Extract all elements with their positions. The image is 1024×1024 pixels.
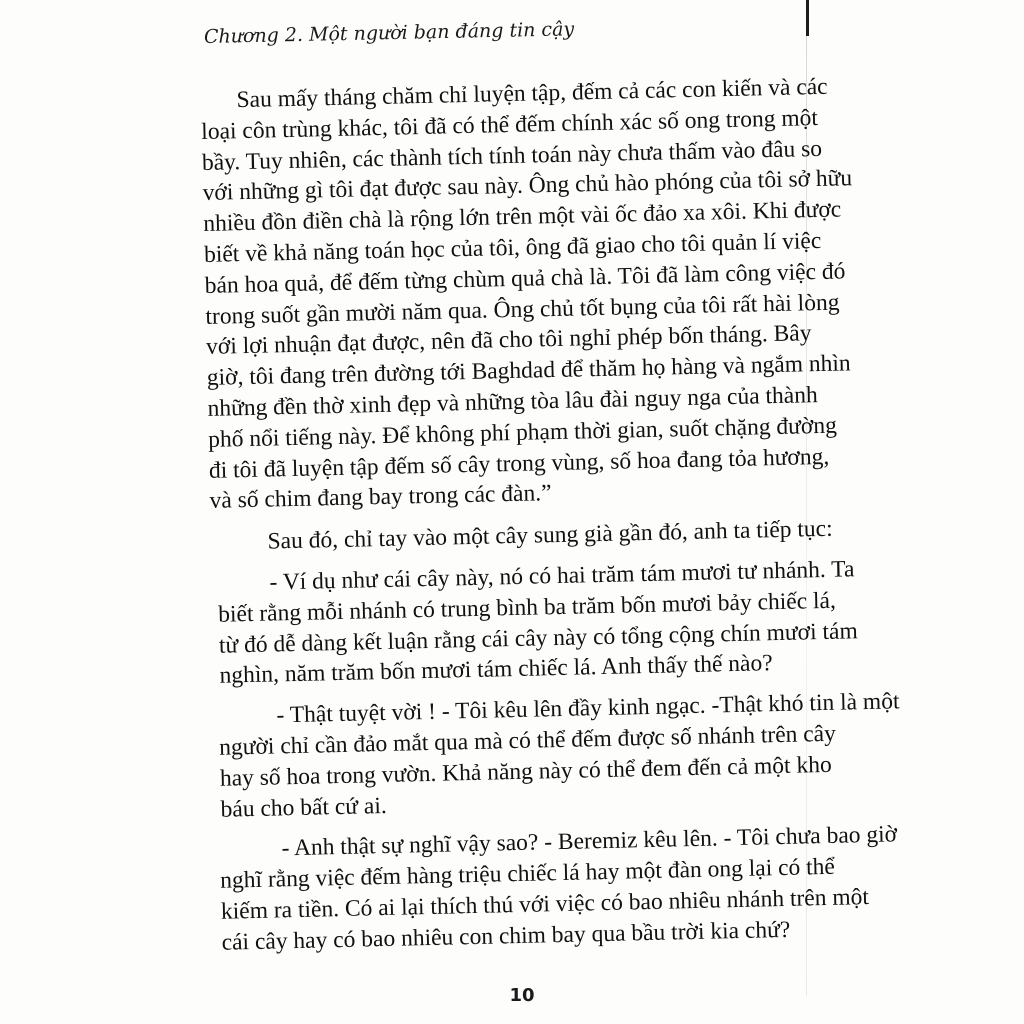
text-line: phố nổi tiếng này. Để không phí phạm thời gian, suốt chặng đường [207, 412, 838, 453]
page-number: 10 [509, 985, 535, 1006]
text-line: Sau đó, chỉ tay vào một cây sung già gần đó, anh ta tiếp tục: [267, 515, 833, 555]
text-line: và số chim đang bay trong các đàn.” [209, 480, 552, 515]
text-line: Sau mấy tháng chăm chỉ luyện tập, đếm cả các con kiến và các [236, 73, 828, 114]
text-line: - Anh thật sự nghĩ vậy sao? - Beremiz kêu lên. - Tôi chưa bao giờ [281, 821, 898, 862]
text-line: biết về khả năng toán học của tôi, ông đã giao cho tôi quản lí việc [203, 227, 822, 268]
text-line: kiếm ra tiền. Có ai lại thích thú với việc có bao nhiêu nhánh trên một [220, 883, 870, 925]
chapter-header: Chương 2. Một người bạn đáng tin cậy [203, 18, 575, 48]
paragraph-1 [200, 72, 853, 517]
text-line: những đền thờ xinh đẹp và những tòa lâu đài nguy nga của thành [207, 382, 818, 422]
text-line: nghĩ rằng việc đếm hàng triệu chiếc lá hay một đàn ong lại có thể [219, 853, 836, 894]
text-line: loại côn trùng khác, tôi đã có thể đếm chính xác số ong trong một [200, 104, 819, 145]
text-line: bầy. Tuy nhiên, các thành tích tính toán này chưa thấm vào đâu so [201, 135, 823, 176]
text-line: - Thật tuyệt vời ! - Tôi kêu lên đầy kinh ngạc. -Thật khó tin là một [276, 688, 900, 729]
text-line: báu cho bất cứ ai. [220, 792, 387, 823]
body-text [200, 62, 900, 958]
text-line: đi tôi đã luyện tập đếm số cây trong vùng, số hoa đang tỏa hương, [208, 443, 830, 484]
text-line: nhiều đồn điền chà là rộng lớn trên một vài ốc đảo xa xôi. Khi được [203, 196, 842, 238]
text-line: - Ví dụ như cái cây này, nó có hai trăm tám mươi tư nhánh. Ta [269, 556, 855, 596]
text-line: nghìn, năm trăm bốn mươi tám chiếc lá. Anh thấy thế nào? [219, 650, 773, 690]
text-line: biết rằng mỗi nhánh có trung bình ba trăm bốn mươi bảy chiếc lá, [217, 587, 837, 628]
text-line: giờ, tôi đang trên đường tới Baghdad để thăm họ hàng và ngắm nhìn [206, 350, 851, 392]
text-line: từ đó dễ dàng kết luận rằng cái cây này có tổng cộng chín mươi tám [218, 617, 858, 659]
paragraph-4 [214, 688, 900, 825]
text-line: hay số hoa trong vườn. Khả năng này có thể đem đến cả một kho [219, 751, 832, 792]
text-line: với những gì tôi đạt được sau này. Ông chủ hào phóng của tôi sở hữu [202, 165, 853, 207]
text-line: trong suốt gần mười năm qua. Ông chủ tốt bụng của tôi rất hài lòng [205, 289, 840, 330]
paragraph-5 [217, 821, 898, 958]
paragraph-3 [211, 555, 858, 692]
page-edge-shadow [806, 0, 809, 36]
text-line: người chỉ cần đảo mắt qua mà có thể đếm được số nhánh trên cây [218, 720, 837, 761]
text-line: cái cây hay có bao nhiêu con chim bay qua bầu trời kia chứ? [221, 916, 791, 956]
text-line: bán hoa quả, để đếm từng chùm quả chà là. Tôi đã làm công việc đó [204, 258, 846, 299]
paragraph-2 [210, 514, 833, 559]
text-line: với lợi nhuận đạt được, nên đã cho tôi nghỉ phép bốn tháng. Bây [205, 320, 812, 361]
